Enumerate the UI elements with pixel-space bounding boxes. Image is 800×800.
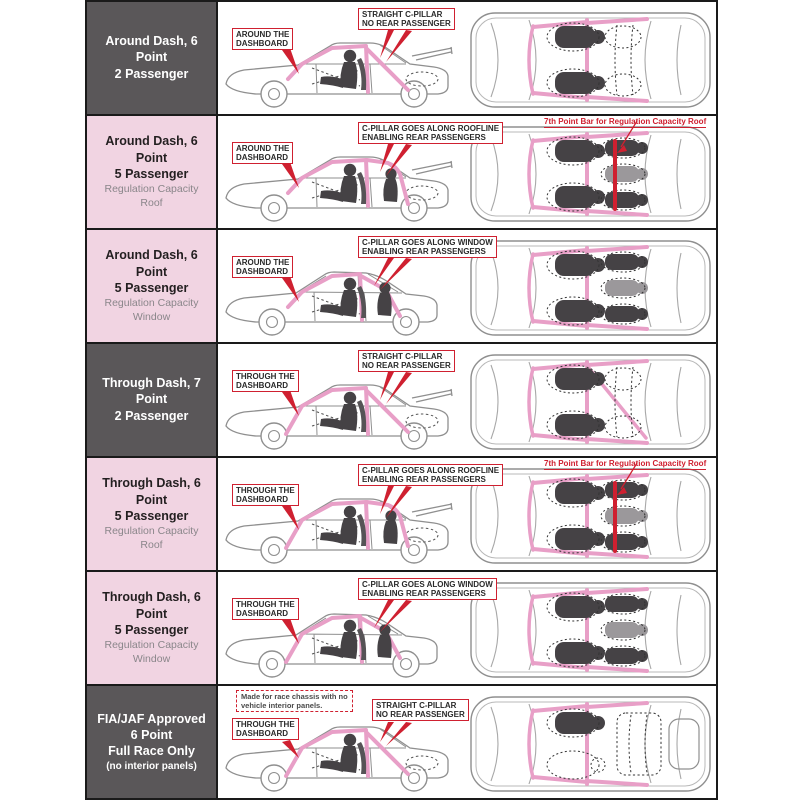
dashboard-callout (232, 484, 299, 506)
callout-line: DASHBOARD (236, 609, 288, 619)
row-label (87, 230, 218, 342)
row-title-line1: FIA/JAF Approved (97, 711, 206, 726)
callout-line: STRAIGHT C-PILLAR (376, 701, 457, 710)
dashboard-callout (232, 718, 299, 740)
table-row (87, 2, 716, 116)
car-top-view-drawing (467, 5, 714, 113)
callout-line: THROUGH THE (236, 372, 295, 381)
row-subtitle: Regulation Capacity Roof (104, 183, 199, 209)
row-title-line2: 5 Passenger (114, 508, 189, 523)
diagram-cell (218, 458, 716, 570)
callout-line: NO REAR PASSENGER (362, 19, 451, 29)
row-title-line2: 2 Passenger (114, 66, 189, 81)
callout-line: DASHBOARD (236, 729, 288, 739)
row-title-line1: Through Dash, 6 Point (102, 476, 201, 507)
callout-line: THROUGH THE (236, 720, 295, 729)
car-top-view-drawing (467, 575, 714, 683)
dashboard-callout (232, 28, 293, 50)
row-subtitle: (no interior panels) (106, 761, 197, 773)
callout-line: STRAIGHT C-PILLAR (362, 10, 443, 19)
row-title-line1: Around Dash, 6 Point (105, 134, 198, 165)
row-label (87, 686, 218, 798)
dashboard-callout (232, 256, 293, 278)
diagram-cell (218, 116, 716, 228)
c-pillar-callout (358, 8, 455, 30)
row-subtitle: Regulation Capacity Window (104, 639, 199, 665)
diagram-cell (218, 572, 716, 684)
row-title-line2: 6 Point (130, 727, 173, 742)
row-subtitle: Regulation Capacity Roof (104, 525, 199, 551)
c-pillar-callout (358, 350, 455, 372)
car-top-view-drawing (467, 689, 714, 797)
callout-line: ENABLING REAR PASSENGERS (362, 589, 486, 599)
diagram-cell (218, 2, 716, 114)
row-title-line3: Full Race Only (108, 744, 195, 759)
c-pillar-callout (358, 236, 497, 258)
table-row (87, 572, 716, 686)
callout-line: ENABLING REAR PASSENGERS (362, 247, 486, 257)
row-label (87, 344, 218, 456)
callout-line: THROUGH THE (236, 600, 295, 609)
row-title-line2: 5 Passenger (114, 166, 189, 181)
row-label (87, 116, 218, 228)
callout-line: ENABLING REAR PASSENGERS (362, 133, 486, 143)
callout-line: C-PILLAR GOES ALONG ROOFLINE (362, 124, 500, 133)
row-label (87, 458, 218, 570)
row-label (87, 572, 218, 684)
car-top-view-drawing (467, 119, 714, 227)
callout-line: STRAIGHT C-PILLAR (362, 352, 443, 361)
callout-line: AROUND THE (236, 144, 290, 153)
row-title-line1: Around Dash, 6 Point (105, 34, 198, 65)
row-title-line2: 5 Passenger (114, 622, 189, 637)
table-row (87, 344, 716, 458)
callout-line: DASHBOARD (236, 153, 288, 163)
dashboard-callout (232, 598, 299, 620)
callout-line: AROUND THE (236, 30, 290, 39)
callout-line: AROUND THE (236, 258, 290, 267)
row-label (87, 2, 218, 114)
callout-line: DASHBOARD (236, 381, 288, 391)
seventh-point-note: 7th Point Bar for Regulation Capacity Roof (544, 459, 707, 468)
dashboard-callout (232, 142, 293, 164)
roll-cage-table (85, 0, 718, 800)
dashboard-callout (232, 370, 299, 392)
callout-line: THROUGH THE (236, 486, 295, 495)
table-row (87, 230, 716, 344)
table-row (87, 686, 716, 798)
c-pillar-callout (358, 122, 503, 144)
note-line: vehicle interior panels. (241, 701, 323, 710)
row-subtitle: Regulation Capacity Window (104, 297, 199, 323)
callout-line: DASHBOARD (236, 39, 288, 49)
c-pillar-callout (358, 464, 503, 486)
callout-line: DASHBOARD (236, 495, 288, 505)
callout-line: NO REAR PASSENGER (376, 710, 465, 720)
car-top-view-drawing (467, 347, 714, 455)
callout-line: ENABLING REAR PASSENGERS (362, 475, 486, 485)
row-title-line2: 5 Passenger (114, 280, 189, 295)
table-row (87, 458, 716, 572)
table-row (87, 116, 716, 230)
c-pillar-callout (372, 699, 469, 721)
callout-line: DASHBOARD (236, 267, 288, 277)
row-title-line1: Around Dash, 6 Point (105, 248, 198, 279)
car-top-view-drawing (467, 461, 714, 569)
callout-line: C-PILLAR GOES ALONG WINDOW (362, 238, 493, 247)
row-title-line1: Through Dash, 6 Point (102, 590, 201, 621)
car-top-view-drawing (467, 233, 714, 341)
callout-line: NO REAR PASSENGER (362, 361, 451, 371)
seventh-point-note: 7th Point Bar for Regulation Capacity Roof (544, 117, 707, 126)
callout-line: C-PILLAR GOES ALONG ROOFLINE (362, 466, 500, 475)
diagram-cell (218, 686, 716, 798)
race-chassis-note (236, 690, 353, 712)
note-line: Made for race chassis with no (241, 692, 348, 701)
row-title-line1: Through Dash, 7 Point (102, 376, 201, 407)
diagram-cell (218, 230, 716, 342)
diagram-cell (218, 344, 716, 456)
row-title-line2: 2 Passenger (114, 408, 189, 423)
callout-line: C-PILLAR GOES ALONG WINDOW (362, 580, 493, 589)
c-pillar-callout (358, 578, 497, 600)
